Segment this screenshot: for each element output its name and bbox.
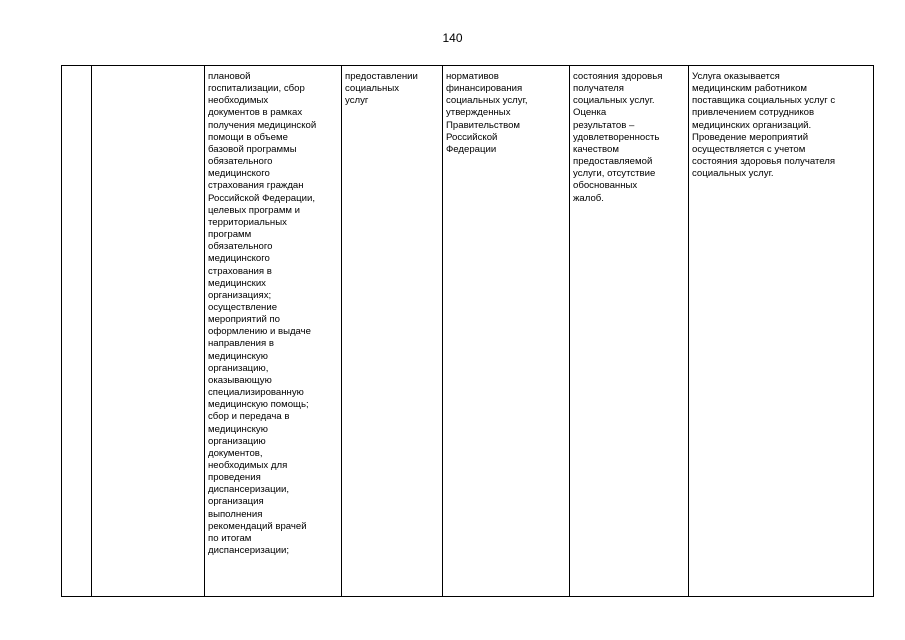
table-cell-per-capita-norm: нормативов финансирования социальных услуг, утвержденных Правительством Российской Федерации xyxy=(443,66,570,597)
table-cell-quality-indicators: состояния здоровья получателя социальных услуг. Оценка результатов – удовлетворенность качеством предоставляемой услуги, отсутствие обоснованных жалоб. xyxy=(570,66,689,597)
table-cell-delivery-conditions: Услуга оказывается медицинским работником поставщика социальных услуг с привлечением сотрудников медицинских организаций. Проведение мероприятий осуществляется с учетом состояния здоровья получателя социальных услуг. xyxy=(689,66,874,597)
table-cell-delivery-term: предоставлении социальных услуг xyxy=(342,66,443,597)
table-cell-service-name xyxy=(92,66,205,597)
table-cell-number xyxy=(62,66,92,597)
table-cell-service-description: плановой госпитализации, сбор необходимых документов в рамках получения медицинской помощи в объеме базовой программы обязательного медицинского страхования граждан Российской Федерации, целевых программ и территориальных программ обязательного медицинского страхования в медицинских организациях; осуществление мероприятий по оформлению и выдаче направления в медицинскую организацию, оказывающую специализированную медицинскую помощь; сбор и передача в медицинскую организацию документов, необходимых для проведения диспансеризации, организация выполнения рекомендаций врачей по итогам диспансеризации; xyxy=(205,66,342,597)
page-number: 140 xyxy=(442,31,463,45)
services-table xyxy=(61,65,874,597)
table-row xyxy=(62,66,874,597)
